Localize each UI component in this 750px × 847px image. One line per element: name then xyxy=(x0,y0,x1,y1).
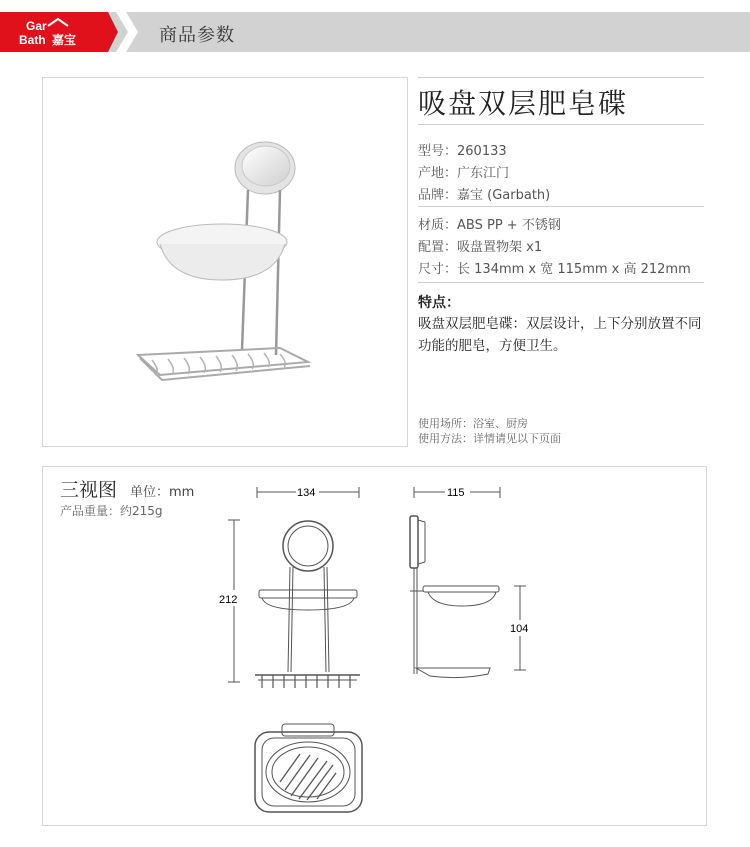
spec-size: 尺寸：长 134mm x 宽 115mm x 高 212mm xyxy=(418,262,691,277)
usage-place: 使用场所：浴室、厨房 xyxy=(418,417,528,430)
dim-height: 212 xyxy=(219,594,238,606)
svg-text:嘉宝: 嘉宝 xyxy=(52,33,77,47)
dim-front-width: 134 xyxy=(297,487,316,499)
dim-side-width: 115 xyxy=(447,487,465,499)
weight-label: 产品重量：约215g xyxy=(60,504,163,518)
spec-model: 型号：260133 xyxy=(418,144,507,159)
spec-brand: 品牌：嘉宝 (Garbath) xyxy=(418,188,551,203)
features-heading: 特点： xyxy=(418,295,460,311)
unit-label: 单位：mm xyxy=(130,485,195,500)
svg-text:Gar: Gar xyxy=(26,19,47,33)
header-title: 商品参数 xyxy=(159,25,235,46)
three-view-title: 三视图 xyxy=(60,479,118,501)
divider xyxy=(418,206,704,207)
spec-origin: 产地：广东江门 xyxy=(418,166,510,181)
usage-method: 使用方法：详情请见以下页面 xyxy=(418,432,561,445)
product-title: 吸盘双层肥皂碟 xyxy=(418,87,629,120)
features-text: 吸盘双层肥皂碟：双层设计，上下分别放置不同功能的肥皂，方便卫生。 xyxy=(418,316,702,354)
header-chevron xyxy=(116,12,146,52)
divider xyxy=(418,282,704,283)
spec-material: 材质：ABS PP + 不锈钢 xyxy=(418,218,561,233)
svg-text:Bath: Bath xyxy=(19,33,46,47)
divider xyxy=(418,77,704,78)
three-view-drawing xyxy=(0,470,750,830)
brand-logo xyxy=(0,12,118,52)
divider xyxy=(418,124,704,125)
spec-config: 配置：吸盘置物架 x1 xyxy=(418,240,543,255)
dim-side-height: 104 xyxy=(510,623,529,635)
product-photo xyxy=(130,130,330,400)
